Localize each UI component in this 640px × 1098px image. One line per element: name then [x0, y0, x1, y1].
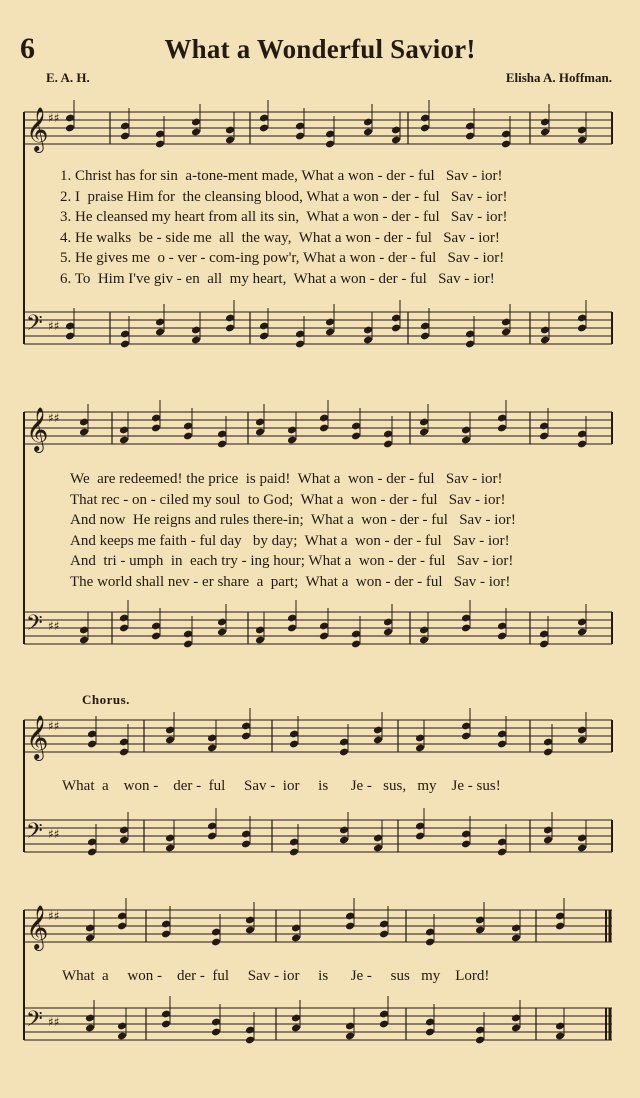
- verse-line: And keeps me faith - ful day by day; What a won - der - ful Sav - ior!: [70, 532, 510, 549]
- verse-line: The world shall nev - er share a part; What a won - der - ful Sav - ior!: [70, 573, 511, 590]
- composer-credit: E. A. H.: [46, 70, 90, 85]
- author-credit: Elisha A. Hoffman.: [505, 70, 612, 85]
- treble-clef-icon: 𝄞: [26, 905, 49, 949]
- verse-line: We are redeemed! the price is paid! What a won - der - ful Sav - ior!: [70, 471, 503, 487]
- hymn-number: 6: [20, 32, 35, 65]
- key-signature: ♯♯: [48, 319, 60, 333]
- bass-clef-icon: 𝄢: [26, 819, 43, 849]
- key-signature: ♯♯: [48, 909, 60, 923]
- verse-line: 6. To Him I've giv - en all my heart, What a won - der - ful Sav - ior!: [60, 270, 495, 287]
- treble-clef-icon: 𝄞: [26, 107, 49, 151]
- bass-clef-icon: 𝄢: [26, 1007, 43, 1037]
- treble-clef-icon: 𝄞: [26, 715, 49, 759]
- key-signature: ♯♯: [48, 719, 60, 733]
- treble-clef-icon: 𝄞: [26, 407, 49, 451]
- chorus-lyric-line-2: What a won - der - ful Sav - ior is Je - sus my Lord!: [62, 968, 490, 984]
- bass-clef-icon: 𝄢: [26, 611, 43, 641]
- hymn-title: What a Wonderful Savior!: [164, 34, 476, 64]
- chorus-lyric-line-1: What a won - der - ful Sav - ior is Je - sus, my Je - sus!: [62, 778, 501, 794]
- chorus-label: Chorus.: [82, 692, 130, 707]
- verse-line: 5. He gives me o - ver - com-ing pow'r, What a won - der - ful Sav - ior!: [60, 250, 505, 266]
- bass-clef-icon: 𝄢: [26, 311, 43, 341]
- verse-line: 4. He walks be - side me all the way, What a won - der - ful Sav - ior!: [60, 229, 500, 246]
- key-signature: ♯♯: [48, 1015, 60, 1029]
- verse-line: That rec - on - ciled my soul to God; What a won - der - ful Sav - ior!: [70, 491, 506, 508]
- key-signature: ♯♯: [48, 111, 60, 125]
- key-signature: ♯♯: [48, 411, 60, 425]
- verse-line: 1. Christ has for sin a-tone-ment made, What a won - der - ful Sav - ior!: [60, 168, 503, 184]
- key-signature: ♯♯: [48, 619, 60, 633]
- verse-line: 2. I praise Him for the cleansing blood, What a won - der - ful Sav - ior!: [60, 188, 508, 205]
- verse-block-1: [60, 166, 508, 289]
- verse-line: And tri - umph in each try - ing hour; What a won - der - ful Sav - ior!: [70, 553, 514, 569]
- key-signature: ♯♯: [48, 827, 60, 841]
- verse-block-2: [70, 469, 516, 592]
- verse-line: And now He reigns and rules there-in; What a won - der - ful Sav - ior!: [70, 512, 516, 528]
- verse-line: 3. He cleansed my heart from all its sin, What a won - der - ful Sav - ior!: [60, 209, 508, 225]
